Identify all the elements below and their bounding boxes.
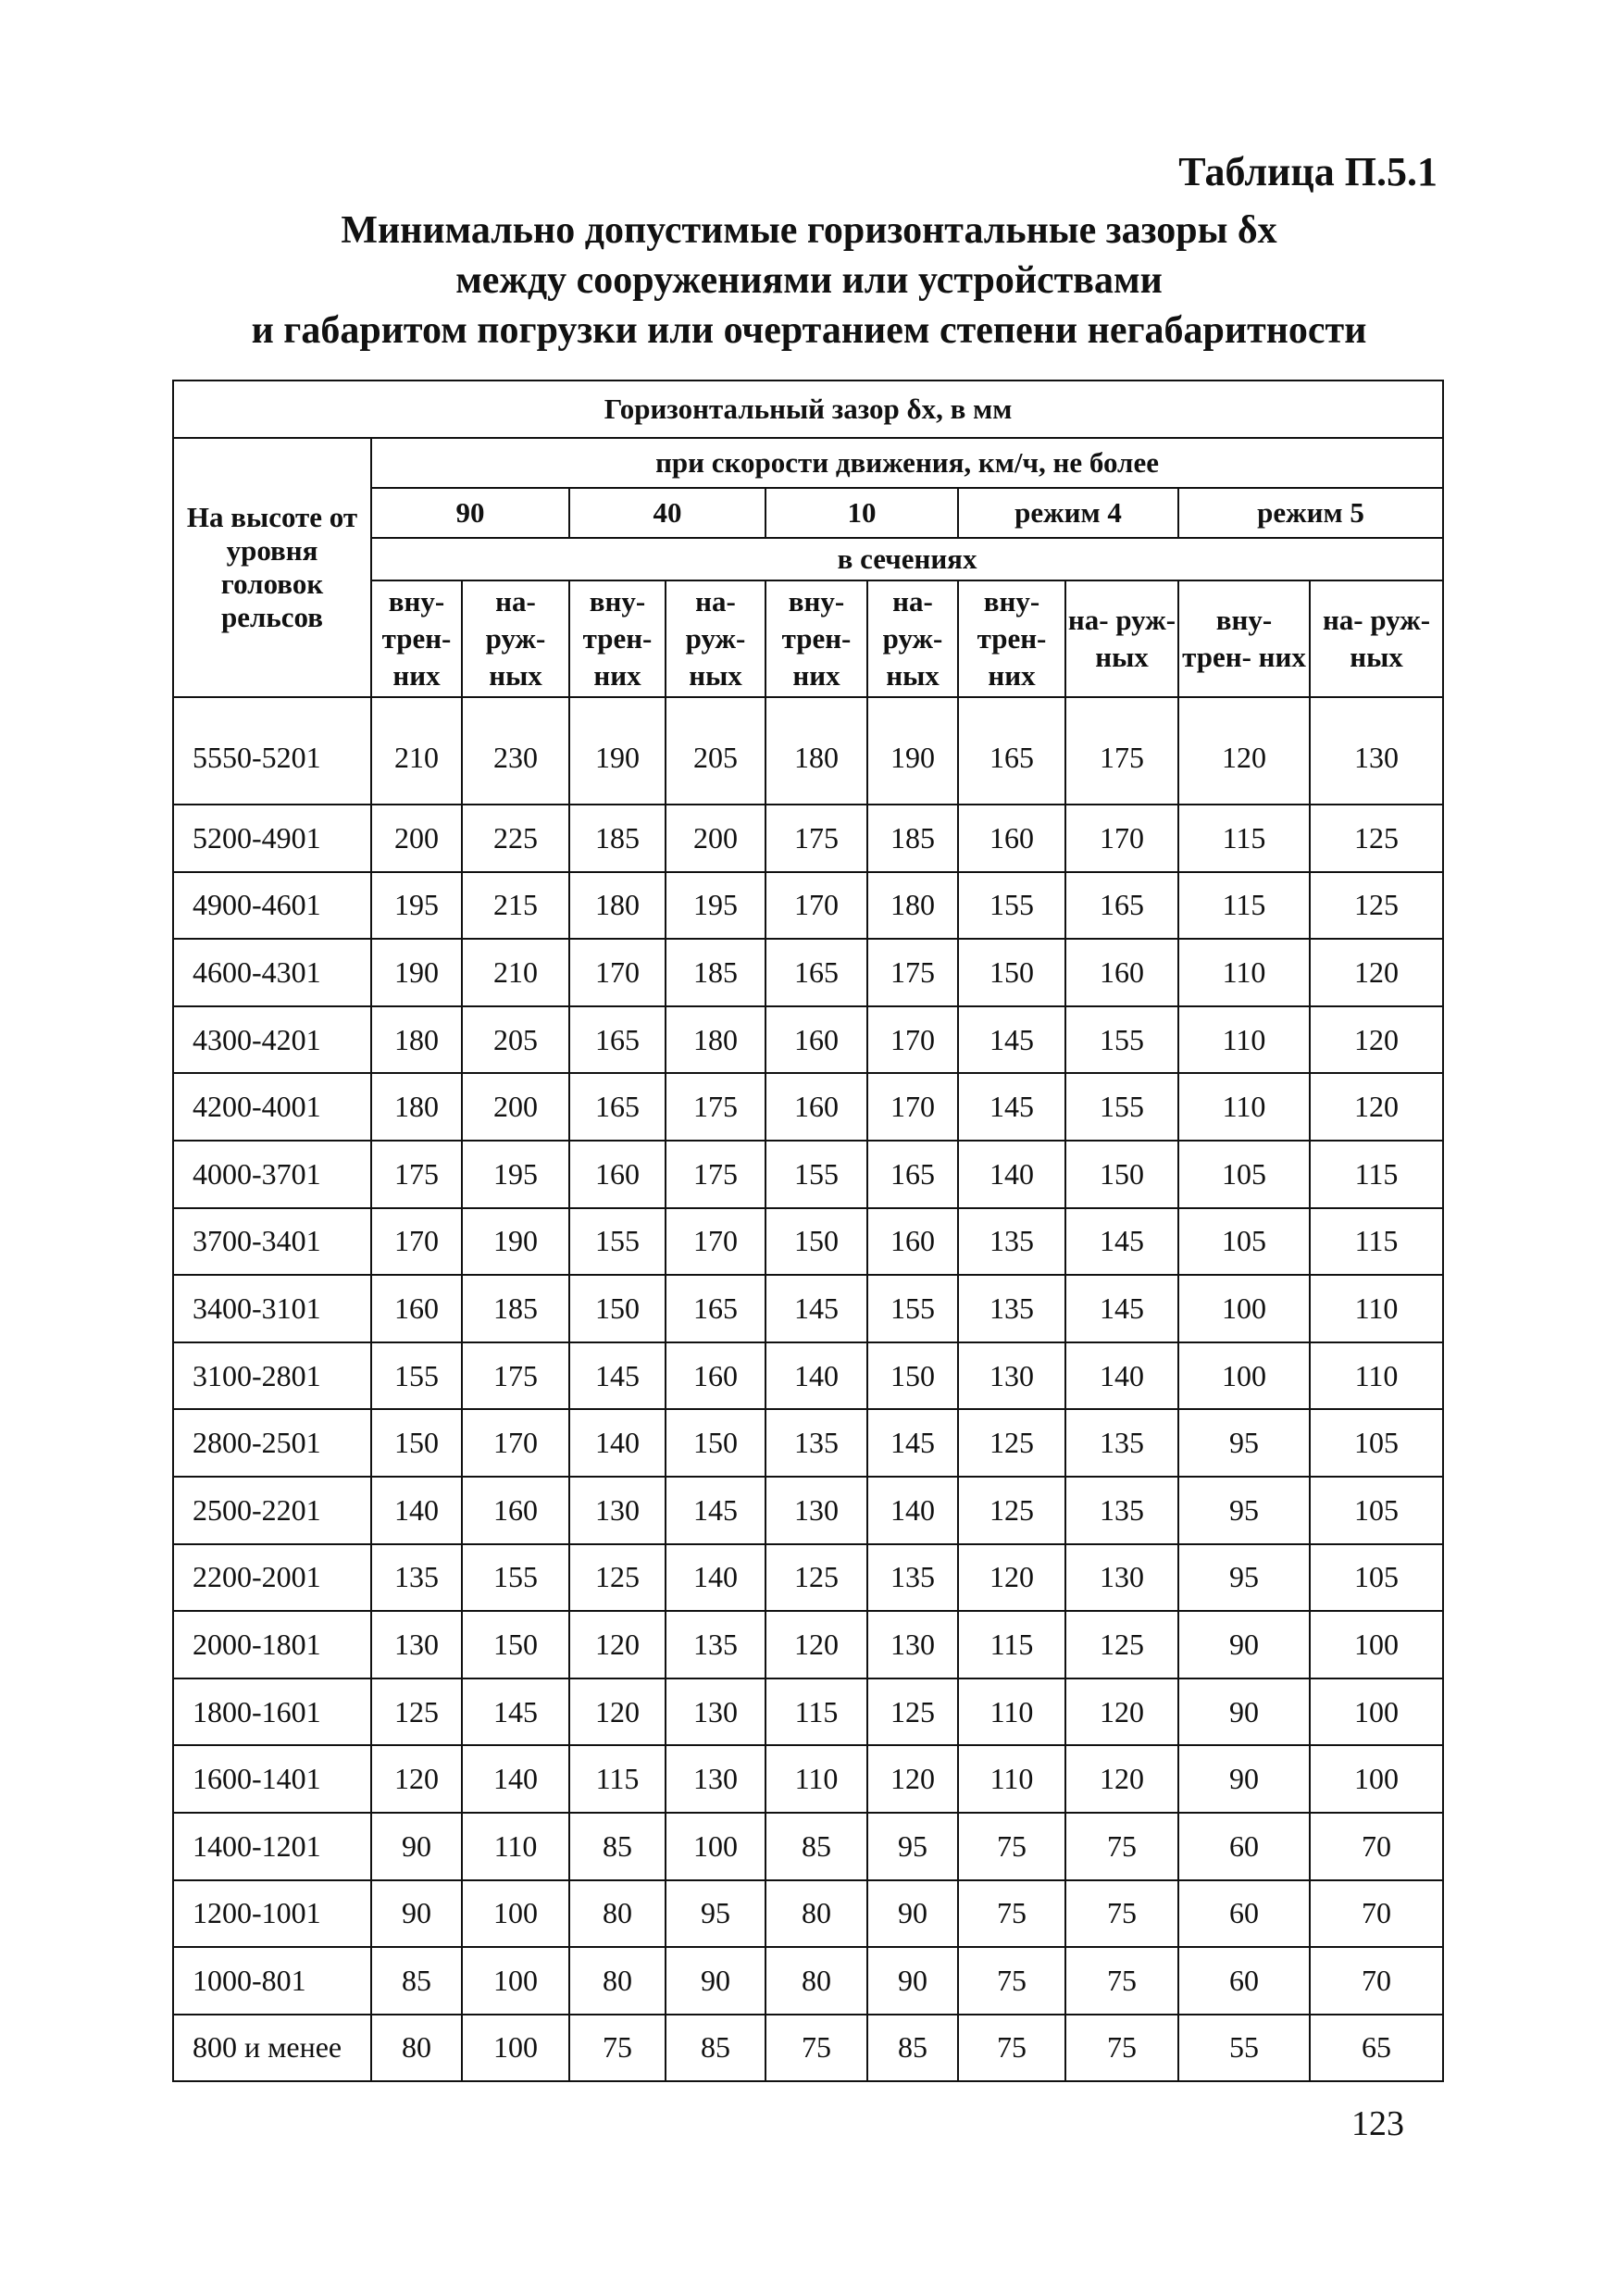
clearance-value-cell: 125	[958, 1477, 1065, 1544]
table-row	[173, 1813, 1443, 1880]
clearance-value-cell: 120	[1178, 697, 1310, 805]
table-row	[173, 1409, 1443, 1477]
clearance-value-cell: 110	[1178, 1073, 1310, 1141]
clearance-value-cell: 75	[765, 2015, 867, 2082]
clearance-value-cell: 160	[1065, 939, 1178, 1006]
clearance-value-cell: 125	[867, 1678, 958, 1746]
clearance-value-cell: 100	[462, 1947, 569, 2015]
clearance-value-cell: 125	[1310, 872, 1443, 940]
inner-header: вну- трен- них	[569, 580, 666, 697]
clearance-value-cell: 170	[569, 939, 666, 1006]
table-row	[173, 1745, 1443, 1813]
clearance-value-cell: 155	[462, 1544, 569, 1612]
clearance-value-cell: 105	[1310, 1544, 1443, 1612]
clearance-value-cell: 100	[462, 1880, 569, 1948]
clearance-value-cell: 135	[371, 1544, 462, 1612]
clearance-value-cell: 195	[666, 872, 765, 940]
clearance-value-cell: 205	[666, 697, 765, 805]
clearance-value-cell: 145	[569, 1342, 666, 1410]
clearance-value-cell: 160	[765, 1006, 867, 1074]
clearance-value-cell: 75	[958, 2015, 1065, 2082]
clearance-value-cell: 210	[462, 939, 569, 1006]
clearance-value-cell: 155	[569, 1208, 666, 1276]
clearance-value-cell: 110	[462, 1813, 569, 1880]
clearance-value-cell: 130	[666, 1745, 765, 1813]
clearance-value-cell: 170	[867, 1073, 958, 1141]
clearance-value-cell: 90	[867, 1880, 958, 1948]
clearance-value-cell: 140	[371, 1477, 462, 1544]
clearance-value-cell: 65	[1310, 2015, 1443, 2082]
clearance-value-cell: 120	[1310, 939, 1443, 1006]
clearance-value-cell: 120	[867, 1745, 958, 1813]
speed-90-header: 90	[371, 488, 569, 538]
clearance-value-cell: 145	[1065, 1275, 1178, 1342]
table-title	[0, 206, 1618, 356]
clearance-value-cell: 145	[666, 1477, 765, 1544]
clearance-value-cell: 105	[1310, 1409, 1443, 1477]
clearance-value-cell: 155	[958, 872, 1065, 940]
clearance-value-cell: 70	[1310, 1880, 1443, 1948]
mode-5-header: режим 5	[1178, 488, 1443, 538]
clearance-value-cell: 140	[867, 1477, 958, 1544]
title-line: и габаритом погрузки или очертанием степени негабаритности	[251, 309, 1367, 352]
height-range-cell: 4200-4001	[173, 1073, 371, 1141]
table-row	[173, 2015, 1443, 2082]
clearance-value-cell: 145	[765, 1275, 867, 1342]
table-row	[173, 872, 1443, 940]
clearance-value-cell: 165	[867, 1141, 958, 1208]
clearance-value-cell: 170	[371, 1208, 462, 1276]
clearance-value-cell: 130	[666, 1678, 765, 1746]
clearance-value-cell: 115	[1310, 1208, 1443, 1276]
table-row	[173, 805, 1443, 872]
clearance-value-cell: 145	[1065, 1208, 1178, 1276]
clearance-value-cell: 190	[867, 697, 958, 805]
clearance-value-cell: 55	[1178, 2015, 1310, 2082]
clearance-value-cell: 115	[569, 1745, 666, 1813]
clearance-value-cell: 130	[569, 1477, 666, 1544]
table-row	[173, 1141, 1443, 1208]
clearance-value-cell: 75	[958, 1947, 1065, 2015]
table-row	[173, 1947, 1443, 2015]
clearance-table	[172, 380, 1444, 2082]
table-row	[173, 1477, 1443, 1544]
clearance-value-cell: 205	[462, 1006, 569, 1074]
clearance-value-cell: 140	[462, 1745, 569, 1813]
clearance-value-cell: 175	[462, 1342, 569, 1410]
table-row	[173, 939, 1443, 1006]
height-range-cell: 3400-3101	[173, 1275, 371, 1342]
mode-4-header: режим 4	[958, 488, 1178, 538]
clearance-value-cell: 80	[569, 1880, 666, 1948]
clearance-value-cell: 70	[1310, 1813, 1443, 1880]
clearance-value-cell: 90	[666, 1947, 765, 2015]
clearance-value-cell: 160	[371, 1275, 462, 1342]
clearance-value-cell: 165	[958, 697, 1065, 805]
clearance-value-cell: 150	[958, 939, 1065, 1006]
clearance-value-cell: 135	[666, 1611, 765, 1678]
speed-40-header: 40	[569, 488, 765, 538]
clearance-value-cell: 180	[371, 1006, 462, 1074]
table-row	[173, 1073, 1443, 1141]
speed-10-header: 10	[765, 488, 958, 538]
clearance-value-cell: 100	[462, 2015, 569, 2082]
speed-header: при скорости движения, км/ч, не более	[371, 438, 1443, 488]
height-range-cell: 2500-2201	[173, 1477, 371, 1544]
clearance-value-cell: 120	[1065, 1745, 1178, 1813]
clearance-value-cell: 115	[1310, 1141, 1443, 1208]
clearance-value-cell: 80	[371, 2015, 462, 2082]
table-row	[173, 1275, 1443, 1342]
clearance-value-cell: 125	[1065, 1611, 1178, 1678]
table-row	[173, 1342, 1443, 1410]
clearance-value-cell: 135	[958, 1275, 1065, 1342]
clearance-value-cell: 130	[371, 1611, 462, 1678]
clearance-value-cell: 135	[1065, 1477, 1178, 1544]
clearance-value-cell: 90	[1178, 1745, 1310, 1813]
clearance-value-cell: 185	[569, 805, 666, 872]
table-row	[173, 1208, 1443, 1276]
clearance-value-cell: 135	[958, 1208, 1065, 1276]
clearance-value-cell: 180	[371, 1073, 462, 1141]
clearance-value-cell: 130	[958, 1342, 1065, 1410]
clearance-value-cell: 60	[1178, 1813, 1310, 1880]
height-range-cell: 1400-1201	[173, 1813, 371, 1880]
clearance-value-cell: 160	[958, 805, 1065, 872]
clearance-value-cell: 155	[867, 1275, 958, 1342]
clearance-value-cell: 185	[462, 1275, 569, 1342]
clearance-value-cell: 185	[666, 939, 765, 1006]
gap-header: Горизонтальный зазор δx, в мм	[173, 381, 1443, 438]
clearance-value-cell: 180	[765, 697, 867, 805]
clearance-value-cell: 145	[462, 1678, 569, 1746]
clearance-value-cell: 135	[765, 1409, 867, 1477]
clearance-value-cell: 175	[666, 1073, 765, 1141]
clearance-value-cell: 120	[371, 1745, 462, 1813]
clearance-value-cell: 170	[666, 1208, 765, 1276]
clearance-value-cell: 120	[958, 1544, 1065, 1612]
clearance-value-cell: 200	[666, 805, 765, 872]
clearance-value-cell: 125	[958, 1409, 1065, 1477]
clearance-value-cell: 165	[569, 1006, 666, 1074]
clearance-value-cell: 95	[666, 1880, 765, 1948]
title-line: Минимально допустимые горизонтальные зазоры δx	[341, 209, 1277, 252]
clearance-value-cell: 80	[569, 1947, 666, 2015]
inner-header: вну- трен- них	[958, 580, 1065, 697]
clearance-value-cell: 90	[371, 1813, 462, 1880]
clearance-value-cell: 155	[765, 1141, 867, 1208]
clearance-value-cell: 140	[666, 1544, 765, 1612]
clearance-value-cell: 170	[462, 1409, 569, 1477]
height-range-cell: 800 и менее	[173, 2015, 371, 2082]
clearance-value-cell: 150	[867, 1342, 958, 1410]
clearance-value-cell: 110	[1310, 1342, 1443, 1410]
clearance-value-cell: 200	[371, 805, 462, 872]
clearance-value-cell: 110	[1310, 1275, 1443, 1342]
clearance-value-cell: 125	[765, 1544, 867, 1612]
clearance-value-cell: 165	[765, 939, 867, 1006]
clearance-value-cell: 160	[666, 1342, 765, 1410]
clearance-value-cell: 85	[867, 2015, 958, 2082]
clearance-value-cell: 60	[1178, 1880, 1310, 1948]
clearance-value-cell: 90	[867, 1947, 958, 2015]
clearance-value-cell: 155	[371, 1342, 462, 1410]
clearance-value-cell: 125	[371, 1678, 462, 1746]
height-range-cell: 3700-3401	[173, 1208, 371, 1276]
clearance-value-cell: 110	[958, 1745, 1065, 1813]
table-row	[173, 1678, 1443, 1746]
table-body	[173, 697, 1443, 2081]
height-range-cell: 5550-5201	[173, 697, 371, 805]
outer-header: на- руж- ных	[1310, 580, 1443, 697]
height-range-cell: 4600-4301	[173, 939, 371, 1006]
height-range-cell: 1200-1001	[173, 1880, 371, 1948]
clearance-value-cell: 145	[867, 1409, 958, 1477]
clearance-value-cell: 75	[1065, 2015, 1178, 2082]
clearance-value-cell: 95	[1178, 1477, 1310, 1544]
clearance-value-cell: 140	[765, 1342, 867, 1410]
clearance-value-cell: 165	[1065, 872, 1178, 940]
clearance-value-cell: 85	[765, 1813, 867, 1880]
inner-header: вну- трен- них	[765, 580, 867, 697]
clearance-value-cell: 95	[1178, 1544, 1310, 1612]
clearance-value-cell: 100	[1178, 1275, 1310, 1342]
clearance-value-cell: 150	[765, 1208, 867, 1276]
clearance-value-cell: 105	[1310, 1477, 1443, 1544]
clearance-value-cell: 230	[462, 697, 569, 805]
table-row	[173, 1544, 1443, 1612]
table-row	[173, 1880, 1443, 1948]
clearance-value-cell: 155	[1065, 1073, 1178, 1141]
outer-header: на- руж- ных	[462, 580, 569, 697]
clearance-value-cell: 60	[1178, 1947, 1310, 2015]
clearance-value-cell: 135	[867, 1544, 958, 1612]
clearance-value-cell: 150	[569, 1275, 666, 1342]
clearance-value-cell: 160	[569, 1141, 666, 1208]
clearance-value-cell: 120	[1310, 1006, 1443, 1074]
clearance-value-cell: 115	[1178, 872, 1310, 940]
height-range-cell: 4300-4201	[173, 1006, 371, 1074]
height-range-cell: 4900-4601	[173, 872, 371, 940]
clearance-value-cell: 120	[569, 1611, 666, 1678]
clearance-value-cell: 75	[569, 2015, 666, 2082]
clearance-value-cell: 180	[867, 872, 958, 940]
clearance-value-cell: 170	[867, 1006, 958, 1074]
clearance-value-cell: 165	[569, 1073, 666, 1141]
clearance-value-cell: 75	[1065, 1947, 1178, 2015]
title-line: между сооружениями или устройствами	[455, 259, 1163, 302]
clearance-value-cell: 215	[462, 872, 569, 940]
clearance-value-cell: 120	[765, 1611, 867, 1678]
clearance-value-cell: 100	[1310, 1611, 1443, 1678]
clearance-value-cell: 110	[1178, 939, 1310, 1006]
clearance-value-cell: 115	[958, 1611, 1065, 1678]
clearance-value-cell: 75	[958, 1880, 1065, 1948]
clearance-value-cell: 195	[371, 872, 462, 940]
inner-header: вну- трен- них	[371, 580, 462, 697]
clearance-value-cell: 80	[765, 1947, 867, 2015]
clearance-value-cell: 150	[1065, 1141, 1178, 1208]
clearance-value-cell: 175	[666, 1141, 765, 1208]
clearance-value-cell: 115	[765, 1678, 867, 1746]
clearance-value-cell: 105	[1178, 1208, 1310, 1276]
clearance-value-cell: 75	[1065, 1813, 1178, 1880]
height-range-cell: 5200-4901	[173, 805, 371, 872]
clearance-value-cell: 190	[371, 939, 462, 1006]
clearance-value-cell: 180	[666, 1006, 765, 1074]
clearance-value-cell: 160	[867, 1208, 958, 1276]
clearance-value-cell: 100	[1178, 1342, 1310, 1410]
clearance-value-cell: 225	[462, 805, 569, 872]
clearance-value-cell: 125	[569, 1544, 666, 1612]
clearance-value-cell: 160	[765, 1073, 867, 1141]
clearance-value-cell: 90	[1178, 1678, 1310, 1746]
clearance-value-cell: 75	[1065, 1880, 1178, 1948]
clearance-value-cell: 155	[1065, 1006, 1178, 1074]
height-range-cell: 4000-3701	[173, 1141, 371, 1208]
clearance-value-cell: 170	[1065, 805, 1178, 872]
clearance-value-cell: 140	[958, 1141, 1065, 1208]
clearance-value-cell: 110	[765, 1745, 867, 1813]
clearance-value-cell: 175	[867, 939, 958, 1006]
outer-header: на- руж- ных	[867, 580, 958, 697]
inner-header: вну- трен- них	[1178, 580, 1310, 697]
clearance-value-cell: 135	[1065, 1409, 1178, 1477]
clearance-value-cell: 130	[765, 1477, 867, 1544]
clearance-value-cell: 185	[867, 805, 958, 872]
clearance-value-cell: 150	[371, 1409, 462, 1477]
clearance-value-cell: 195	[462, 1141, 569, 1208]
clearance-value-cell: 85	[371, 1947, 462, 2015]
clearance-value-cell: 110	[958, 1678, 1065, 1746]
clearance-value-cell: 180	[569, 872, 666, 940]
height-range-cell: 1600-1401	[173, 1745, 371, 1813]
clearance-value-cell: 150	[666, 1409, 765, 1477]
clearance-value-cell: 165	[666, 1275, 765, 1342]
clearance-value-cell: 200	[462, 1073, 569, 1141]
clearance-value-cell: 90	[371, 1880, 462, 1948]
clearance-value-cell: 210	[371, 697, 462, 805]
clearance-value-cell: 175	[371, 1141, 462, 1208]
clearance-value-cell: 145	[958, 1006, 1065, 1074]
clearance-value-cell: 95	[1178, 1409, 1310, 1477]
clearance-value-cell: 125	[1310, 805, 1443, 872]
clearance-value-cell: 85	[569, 1813, 666, 1880]
clearance-value-cell: 105	[1178, 1141, 1310, 1208]
table-row	[173, 697, 1443, 805]
table-row	[173, 1006, 1443, 1074]
clearance-value-cell: 160	[462, 1477, 569, 1544]
clearance-value-cell: 140	[569, 1409, 666, 1477]
clearance-value-cell: 175	[1065, 697, 1178, 805]
height-column-header: На высоте от уровня головок рельсов	[173, 438, 371, 697]
clearance-value-cell: 90	[1178, 1611, 1310, 1678]
clearance-value-cell: 120	[1065, 1678, 1178, 1746]
page-number: 123	[1351, 2104, 1404, 2143]
clearance-value-cell: 120	[1310, 1073, 1443, 1141]
clearance-value-cell: 85	[666, 2015, 765, 2082]
height-range-cell: 1000-801	[173, 1947, 371, 2015]
clearance-value-cell: 95	[867, 1813, 958, 1880]
clearance-value-cell: 115	[1178, 805, 1310, 872]
height-range-cell: 1800-1601	[173, 1678, 371, 1746]
clearance-value-cell: 100	[1310, 1678, 1443, 1746]
clearance-value-cell: 130	[867, 1611, 958, 1678]
clearance-value-cell: 80	[765, 1880, 867, 1948]
clearance-value-cell: 170	[765, 872, 867, 940]
clearance-value-cell: 190	[462, 1208, 569, 1276]
clearance-value-cell: 150	[462, 1611, 569, 1678]
height-range-cell: 3100-2801	[173, 1342, 371, 1410]
clearance-value-cell: 120	[569, 1678, 666, 1746]
sections-header: в сечениях	[371, 538, 1443, 580]
clearance-value-cell: 110	[1178, 1006, 1310, 1074]
clearance-value-cell: 130	[1310, 697, 1443, 805]
clearance-value-cell: 190	[569, 697, 666, 805]
clearance-value-cell: 175	[765, 805, 867, 872]
clearance-value-cell: 75	[958, 1813, 1065, 1880]
table-number: Таблица П.5.1	[1178, 149, 1438, 194]
clearance-value-cell: 130	[1065, 1544, 1178, 1612]
outer-header: на- руж- ных	[666, 580, 765, 697]
outer-header: на- руж- ных	[1065, 580, 1178, 697]
table-row	[173, 1611, 1443, 1678]
clearance-value-cell: 145	[958, 1073, 1065, 1141]
clearance-value-cell: 70	[1310, 1947, 1443, 2015]
height-range-cell: 2800-2501	[173, 1409, 371, 1477]
height-range-cell: 2200-2001	[173, 1544, 371, 1612]
clearance-value-cell: 140	[1065, 1342, 1178, 1410]
clearance-value-cell: 100	[666, 1813, 765, 1880]
height-range-cell: 2000-1801	[173, 1611, 371, 1678]
clearance-value-cell: 100	[1310, 1745, 1443, 1813]
